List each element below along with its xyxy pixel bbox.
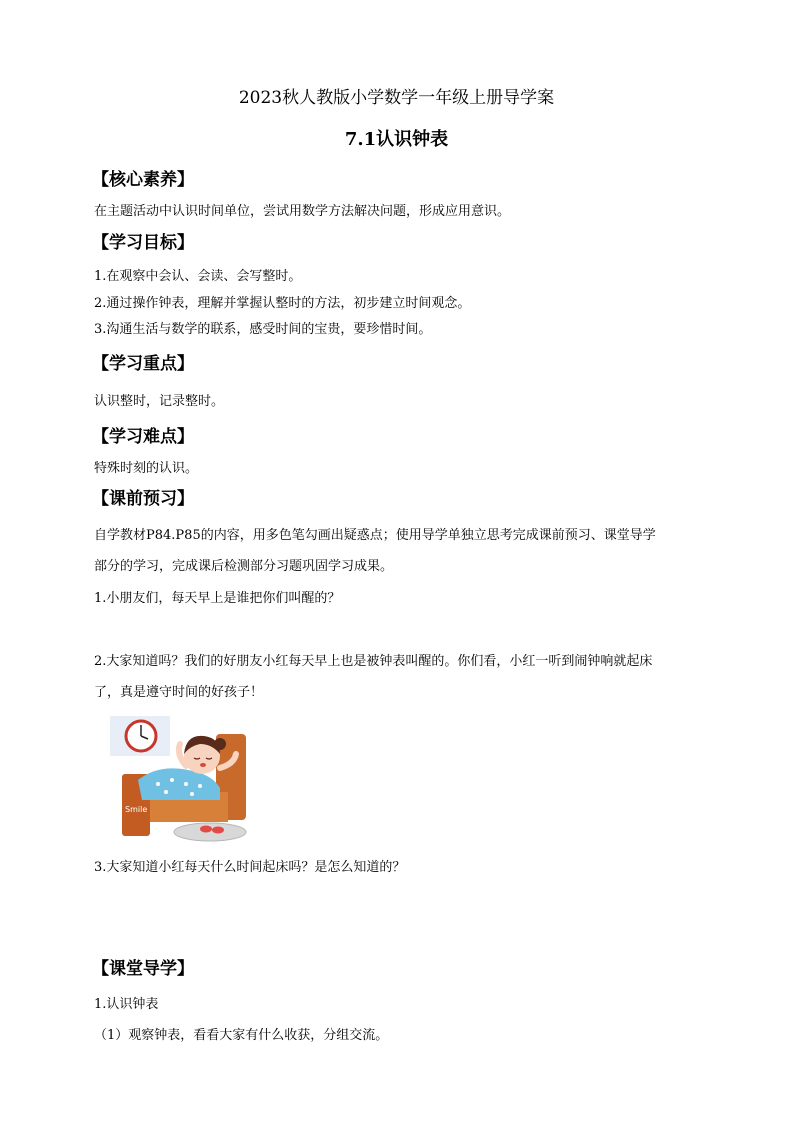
heading-guide: 【课堂导学】 bbox=[92, 959, 194, 979]
core-text: 在主题活动中认识时间单位，尝试用数学方法解决问题，形成应用意识。 bbox=[94, 204, 511, 219]
rug bbox=[174, 823, 246, 841]
preview-question-1: 1.小朋友们，每天早上是谁把你们叫醒的？ bbox=[94, 591, 341, 606]
heading-key: 【学习重点】 bbox=[92, 354, 194, 374]
slipper-right bbox=[212, 827, 224, 834]
heading-core: 【核心素养】 bbox=[92, 170, 194, 190]
preview-question-2-line-2: 了，真是遵守时间的好孩子！ bbox=[94, 685, 264, 700]
heading-difficulty: 【学习难点】 bbox=[92, 427, 194, 447]
heading-goals: 【学习目标】 bbox=[92, 233, 194, 253]
blanket bbox=[138, 768, 220, 800]
lesson-title: 7.1认识钟表 bbox=[344, 129, 449, 150]
difficulty-text: 特殊时刻的认识。 bbox=[94, 461, 199, 476]
guide-item-1-sub: （1）观察钟表，看看大家有什么收获，分组交流。 bbox=[94, 1028, 389, 1043]
guide-item-1: 1.认识钟表 bbox=[94, 997, 159, 1012]
heading-preview: 【课前预习】 bbox=[92, 489, 194, 509]
preview-question-3: 3.大家知道小红每天什么时间起床吗？是怎么知道的？ bbox=[94, 860, 406, 875]
goal-item-2: 2.通过操作钟表，理解并掌握认整时的方法，初步建立时间观念。 bbox=[94, 296, 471, 311]
slipper-left bbox=[200, 826, 212, 833]
goal-item-1: 1.在观察中会认、会读、会写整时。 bbox=[94, 269, 302, 284]
preview-question-2-line-1: 2.大家知道吗？我们的好朋友小红每天早上也是被钟表叫醒的。你们看，小红一听到闹钟响就起床 bbox=[94, 654, 653, 669]
document-title: 2023秋人教版小学数学一年级上册导学案 bbox=[238, 88, 555, 108]
preview-intro-line-2: 部分的学习，完成课后检测部分习题巩固学习成果。 bbox=[94, 559, 394, 574]
key-text: 认识整时，记录整时。 bbox=[94, 394, 225, 409]
bed-smile-text: Smile bbox=[125, 805, 148, 814]
goal-item-3: 3.沟通生活与数学的联系，感受时间的宝贵，要珍惜时间。 bbox=[94, 322, 432, 337]
girl-waking-up-illustration bbox=[108, 714, 248, 844]
preview-intro-line-1: 自学教材P84.P85的内容，用多色笔勾画出疑惑点；使用导学单独立思考完成课前预习、课堂导学 bbox=[94, 528, 656, 543]
